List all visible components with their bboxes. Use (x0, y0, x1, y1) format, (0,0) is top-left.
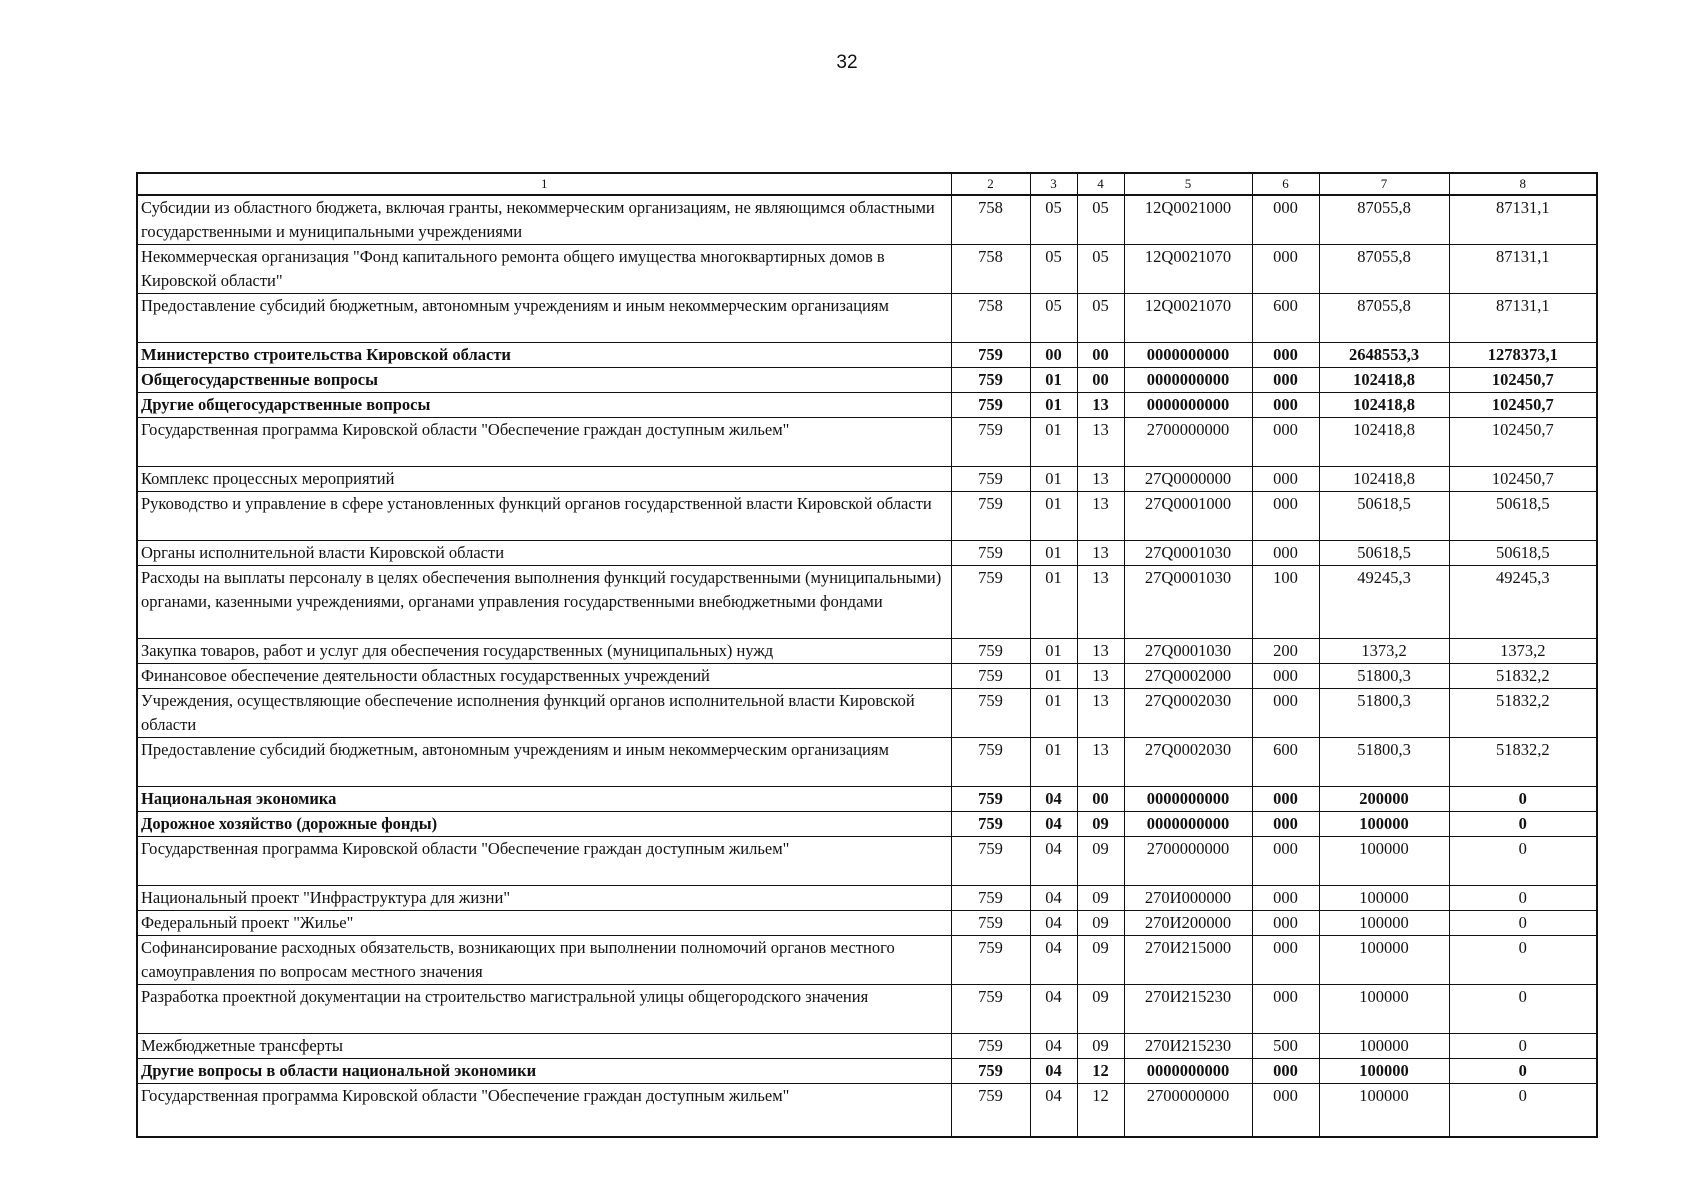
row-name: Другие вопросы в области национальной экономики (137, 1059, 951, 1084)
table-row (137, 245, 1597, 294)
row-amount-year1: 100000 (1319, 837, 1449, 886)
row-expense-type: 000 (1252, 812, 1319, 837)
row-subsection: 09 (1077, 812, 1124, 837)
row-expense-type: 000 (1252, 418, 1319, 467)
table-row (137, 541, 1597, 566)
row-expense-type: 000 (1252, 985, 1319, 1034)
row-target-item: 2700000000 (1124, 418, 1252, 467)
row-amount-year1: 100000 (1319, 1084, 1449, 1138)
row-amount-year1: 87055,8 (1319, 294, 1449, 343)
row-expense-type: 000 (1252, 393, 1319, 418)
row-name: Предоставление субсидий бюджетным, автономным учреждениям и иным некоммерческим организациям (137, 294, 951, 343)
row-subsection: 13 (1077, 467, 1124, 492)
row-amount-year2: 87131,1 (1449, 245, 1597, 294)
row-section: 04 (1030, 1059, 1077, 1084)
row-name: Федеральный проект "Жилье" (137, 911, 951, 936)
row-section: 01 (1030, 418, 1077, 467)
row-expense-type: 500 (1252, 1034, 1319, 1059)
row-amount-year1: 2648553,3 (1319, 343, 1449, 368)
row-subsection: 00 (1077, 787, 1124, 812)
row-name: Предоставление субсидий бюджетным, автономным учреждениям и иным некоммерческим организациям (137, 738, 951, 787)
row-expense-type: 000 (1252, 195, 1319, 245)
row-expense-type: 200 (1252, 639, 1319, 664)
row-name: Национальная экономика (137, 787, 951, 812)
row-target-item: 12Q0021070 (1124, 294, 1252, 343)
table-row (137, 343, 1597, 368)
row-expense-type: 100 (1252, 566, 1319, 639)
table-row (137, 195, 1597, 245)
row-expense-type: 000 (1252, 936, 1319, 985)
row-name: Межбюджетные трансферты (137, 1034, 951, 1059)
row-admin-code: 759 (951, 393, 1030, 418)
row-expense-type: 000 (1252, 664, 1319, 689)
row-target-item: 27Q0001030 (1124, 639, 1252, 664)
row-section: 04 (1030, 985, 1077, 1034)
table-row (137, 837, 1597, 886)
row-amount-year2: 0 (1449, 886, 1597, 911)
row-admin-code: 759 (951, 1059, 1030, 1084)
row-target-item: 0000000000 (1124, 812, 1252, 837)
row-section: 05 (1030, 195, 1077, 245)
row-amount-year1: 200000 (1319, 787, 1449, 812)
row-section: 05 (1030, 245, 1077, 294)
row-admin-code: 759 (951, 664, 1030, 689)
row-amount-year2: 1373,2 (1449, 639, 1597, 664)
row-name: Субсидии из областного бюджета, включая гранты, некоммерческим организациям, не являющимся областными государственными и муниципальными учреждениями (137, 195, 951, 245)
row-name: Руководство и управление в сфере установленных функций органов государственной власти Кировской области (137, 492, 951, 541)
row-admin-code: 759 (951, 787, 1030, 812)
table-row (137, 886, 1597, 911)
budget-table (136, 172, 1598, 1138)
row-amount-year1: 100000 (1319, 911, 1449, 936)
row-admin-code: 759 (951, 541, 1030, 566)
row-name: Комплекс процессных мероприятий (137, 467, 951, 492)
row-section: 00 (1030, 343, 1077, 368)
row-subsection: 13 (1077, 664, 1124, 689)
row-admin-code: 759 (951, 689, 1030, 738)
row-admin-code: 759 (951, 418, 1030, 467)
row-section: 01 (1030, 393, 1077, 418)
row-target-item: 27Q0002030 (1124, 738, 1252, 787)
row-name: Разработка проектной документации на строительство магистральной улицы общегородского значения (137, 985, 951, 1034)
table-row (137, 294, 1597, 343)
row-amount-year1: 51800,3 (1319, 738, 1449, 787)
row-section: 01 (1030, 689, 1077, 738)
row-subsection: 09 (1077, 886, 1124, 911)
row-subsection: 09 (1077, 936, 1124, 985)
row-amount-year1: 100000 (1319, 985, 1449, 1034)
row-admin-code: 759 (951, 886, 1030, 911)
row-admin-code: 759 (951, 343, 1030, 368)
row-section: 04 (1030, 1084, 1077, 1138)
row-section: 04 (1030, 936, 1077, 985)
row-amount-year1: 51800,3 (1319, 689, 1449, 738)
table-row (137, 566, 1597, 639)
row-expense-type: 000 (1252, 541, 1319, 566)
row-subsection: 13 (1077, 492, 1124, 541)
row-name: Другие общегосударственные вопросы (137, 393, 951, 418)
row-amount-year2: 1278373,1 (1449, 343, 1597, 368)
row-expense-type: 000 (1252, 837, 1319, 886)
row-name: Софинансирование расходных обязательств, возникающих при выполнении полномочий органов местного самоуправления по вопросам местного значения (137, 936, 951, 985)
row-target-item: 12Q0021000 (1124, 195, 1252, 245)
row-amount-year2: 51832,2 (1449, 738, 1597, 787)
row-amount-year1: 100000 (1319, 886, 1449, 911)
column-number-header-row (137, 173, 1597, 195)
row-name: Некоммерческая организация "Фонд капитального ремонта общего имущества многоквартирных домов в Кировской области" (137, 245, 951, 294)
row-expense-type: 000 (1252, 1059, 1319, 1084)
row-admin-code: 759 (951, 837, 1030, 886)
row-expense-type: 000 (1252, 886, 1319, 911)
row-target-item: 27Q0001030 (1124, 566, 1252, 639)
row-admin-code: 759 (951, 1084, 1030, 1138)
table-row (137, 393, 1597, 418)
table-row (137, 467, 1597, 492)
table-row (137, 368, 1597, 393)
row-amount-year2: 51832,2 (1449, 664, 1597, 689)
row-subsection: 13 (1077, 541, 1124, 566)
row-amount-year2: 0 (1449, 985, 1597, 1034)
column-header: 5 (1124, 173, 1252, 195)
row-expense-type: 000 (1252, 245, 1319, 294)
row-target-item: 270И000000 (1124, 886, 1252, 911)
row-expense-type: 000 (1252, 343, 1319, 368)
row-target-item: 27Q0000000 (1124, 467, 1252, 492)
row-subsection: 13 (1077, 639, 1124, 664)
table-row (137, 492, 1597, 541)
row-expense-type: 000 (1252, 689, 1319, 738)
row-section: 04 (1030, 787, 1077, 812)
row-amount-year1: 102418,8 (1319, 467, 1449, 492)
row-target-item: 27Q0002000 (1124, 664, 1252, 689)
row-expense-type: 000 (1252, 1084, 1319, 1138)
table-row (137, 689, 1597, 738)
row-section: 01 (1030, 566, 1077, 639)
row-subsection: 13 (1077, 418, 1124, 467)
row-target-item: 0000000000 (1124, 368, 1252, 393)
table-row (137, 664, 1597, 689)
row-subsection: 00 (1077, 368, 1124, 393)
row-section: 04 (1030, 837, 1077, 886)
row-subsection: 09 (1077, 985, 1124, 1034)
row-amount-year2: 102450,7 (1449, 368, 1597, 393)
row-target-item: 270И215230 (1124, 985, 1252, 1034)
row-section: 01 (1030, 664, 1077, 689)
row-section: 04 (1030, 886, 1077, 911)
row-expense-type: 000 (1252, 787, 1319, 812)
row-section: 05 (1030, 294, 1077, 343)
row-section: 01 (1030, 492, 1077, 541)
row-amount-year1: 102418,8 (1319, 393, 1449, 418)
row-expense-type: 000 (1252, 467, 1319, 492)
row-subsection: 05 (1077, 195, 1124, 245)
row-name: Закупка товаров, работ и услуг для обеспечения государственных (муниципальных) нужд (137, 639, 951, 664)
row-admin-code: 759 (951, 936, 1030, 985)
column-header: 6 (1252, 173, 1319, 195)
row-amount-year1: 87055,8 (1319, 195, 1449, 245)
row-amount-year2: 0 (1449, 812, 1597, 837)
row-amount-year2: 102450,7 (1449, 393, 1597, 418)
row-subsection: 09 (1077, 911, 1124, 936)
column-header: 4 (1077, 173, 1124, 195)
row-amount-year1: 87055,8 (1319, 245, 1449, 294)
table-row (137, 911, 1597, 936)
row-admin-code: 759 (951, 985, 1030, 1034)
row-target-item: 0000000000 (1124, 787, 1252, 812)
table-row (137, 1059, 1597, 1084)
table-row (137, 787, 1597, 812)
row-target-item: 12Q0021070 (1124, 245, 1252, 294)
row-amount-year2: 0 (1449, 1059, 1597, 1084)
row-amount-year2: 0 (1449, 911, 1597, 936)
row-target-item: 270И215000 (1124, 936, 1252, 985)
row-subsection: 12 (1077, 1084, 1124, 1138)
column-header: 3 (1030, 173, 1077, 195)
row-target-item: 270И200000 (1124, 911, 1252, 936)
row-expense-type: 000 (1252, 911, 1319, 936)
row-section: 01 (1030, 368, 1077, 393)
table-row (137, 1084, 1597, 1138)
row-amount-year2: 0 (1449, 1084, 1597, 1138)
row-target-item: 2700000000 (1124, 837, 1252, 886)
row-subsection: 05 (1077, 294, 1124, 343)
row-subsection: 12 (1077, 1059, 1124, 1084)
row-admin-code: 759 (951, 492, 1030, 541)
row-section: 04 (1030, 1034, 1077, 1059)
row-amount-year1: 1373,2 (1319, 639, 1449, 664)
row-subsection: 09 (1077, 1034, 1124, 1059)
row-admin-code: 759 (951, 738, 1030, 787)
row-amount-year1: 50618,5 (1319, 492, 1449, 541)
row-name: Финансовое обеспечение деятельности областных государственных учреждений (137, 664, 951, 689)
row-name: Государственная программа Кировской области "Обеспечение граждан доступным жильем" (137, 1084, 951, 1138)
page-number: 32 (836, 52, 858, 73)
row-amount-year1: 100000 (1319, 936, 1449, 985)
row-amount-year1: 51800,3 (1319, 664, 1449, 689)
row-name: Государственная программа Кировской области "Обеспечение граждан доступным жильем" (137, 418, 951, 467)
row-amount-year2: 87131,1 (1449, 294, 1597, 343)
row-subsection: 09 (1077, 837, 1124, 886)
row-amount-year2: 50618,5 (1449, 541, 1597, 566)
row-admin-code: 758 (951, 245, 1030, 294)
row-subsection: 13 (1077, 689, 1124, 738)
row-admin-code: 758 (951, 294, 1030, 343)
row-name: Национальный проект "Инфраструктура для жизни" (137, 886, 951, 911)
row-target-item: 27Q0001030 (1124, 541, 1252, 566)
row-target-item: 270И215230 (1124, 1034, 1252, 1059)
row-expense-type: 600 (1252, 738, 1319, 787)
row-section: 01 (1030, 467, 1077, 492)
row-expense-type: 000 (1252, 492, 1319, 541)
row-section: 01 (1030, 639, 1077, 664)
row-admin-code: 759 (951, 566, 1030, 639)
row-name: Государственная программа Кировской области "Обеспечение граждан доступным жильем" (137, 837, 951, 886)
row-target-item: 27Q0001000 (1124, 492, 1252, 541)
row-amount-year2: 102450,7 (1449, 467, 1597, 492)
row-admin-code: 759 (951, 1034, 1030, 1059)
column-header: 8 (1449, 173, 1597, 195)
row-amount-year1: 49245,3 (1319, 566, 1449, 639)
row-subsection: 13 (1077, 393, 1124, 418)
row-target-item: 2700000000 (1124, 1084, 1252, 1138)
table-row (137, 418, 1597, 467)
row-amount-year2: 0 (1449, 1034, 1597, 1059)
row-admin-code: 759 (951, 911, 1030, 936)
row-expense-type: 000 (1252, 368, 1319, 393)
row-subsection: 13 (1077, 566, 1124, 639)
column-header: 2 (951, 173, 1030, 195)
row-target-item: 0000000000 (1124, 343, 1252, 368)
row-target-item: 0000000000 (1124, 393, 1252, 418)
row-amount-year2: 87131,1 (1449, 195, 1597, 245)
table-row (137, 812, 1597, 837)
table-row (137, 1034, 1597, 1059)
row-amount-year2: 49245,3 (1449, 566, 1597, 639)
table-row (137, 936, 1597, 985)
row-target-item: 0000000000 (1124, 1059, 1252, 1084)
row-amount-year2: 50618,5 (1449, 492, 1597, 541)
row-amount-year2: 0 (1449, 787, 1597, 812)
row-name: Общегосударственные вопросы (137, 368, 951, 393)
row-amount-year2: 51832,2 (1449, 689, 1597, 738)
row-admin-code: 759 (951, 639, 1030, 664)
row-name: Органы исполнительной власти Кировской области (137, 541, 951, 566)
table-row (137, 985, 1597, 1034)
row-amount-year2: 102450,7 (1449, 418, 1597, 467)
row-subsection: 05 (1077, 245, 1124, 294)
row-amount-year1: 102418,8 (1319, 418, 1449, 467)
row-target-item: 27Q0002030 (1124, 689, 1252, 738)
row-name: Учреждения, осуществляющие обеспечение исполнения функций органов исполнительной власти Кировской области (137, 689, 951, 738)
row-subsection: 13 (1077, 738, 1124, 787)
row-amount-year2: 0 (1449, 837, 1597, 886)
row-section: 01 (1030, 738, 1077, 787)
row-expense-type: 600 (1252, 294, 1319, 343)
row-section: 01 (1030, 541, 1077, 566)
row-amount-year1: 100000 (1319, 812, 1449, 837)
row-name: Министерство строительства Кировской области (137, 343, 951, 368)
row-amount-year1: 100000 (1319, 1059, 1449, 1084)
row-admin-code: 759 (951, 368, 1030, 393)
table-row (137, 738, 1597, 787)
row-subsection: 00 (1077, 343, 1124, 368)
row-name: Расходы на выплаты персоналу в целях обеспечения выполнения функций государственными (муниципальными) органами, казенными учреждениями, органами управления государственными внебюджетными фондами (137, 566, 951, 639)
row-name: Дорожное хозяйство (дорожные фонды) (137, 812, 951, 837)
column-header: 1 (137, 173, 951, 195)
row-amount-year2: 0 (1449, 936, 1597, 985)
row-section: 04 (1030, 812, 1077, 837)
row-admin-code: 759 (951, 812, 1030, 837)
column-header: 7 (1319, 173, 1449, 195)
row-amount-year1: 50618,5 (1319, 541, 1449, 566)
table-row (137, 639, 1597, 664)
row-amount-year1: 100000 (1319, 1034, 1449, 1059)
row-admin-code: 758 (951, 195, 1030, 245)
row-amount-year1: 102418,8 (1319, 368, 1449, 393)
row-admin-code: 759 (951, 467, 1030, 492)
row-section: 04 (1030, 911, 1077, 936)
